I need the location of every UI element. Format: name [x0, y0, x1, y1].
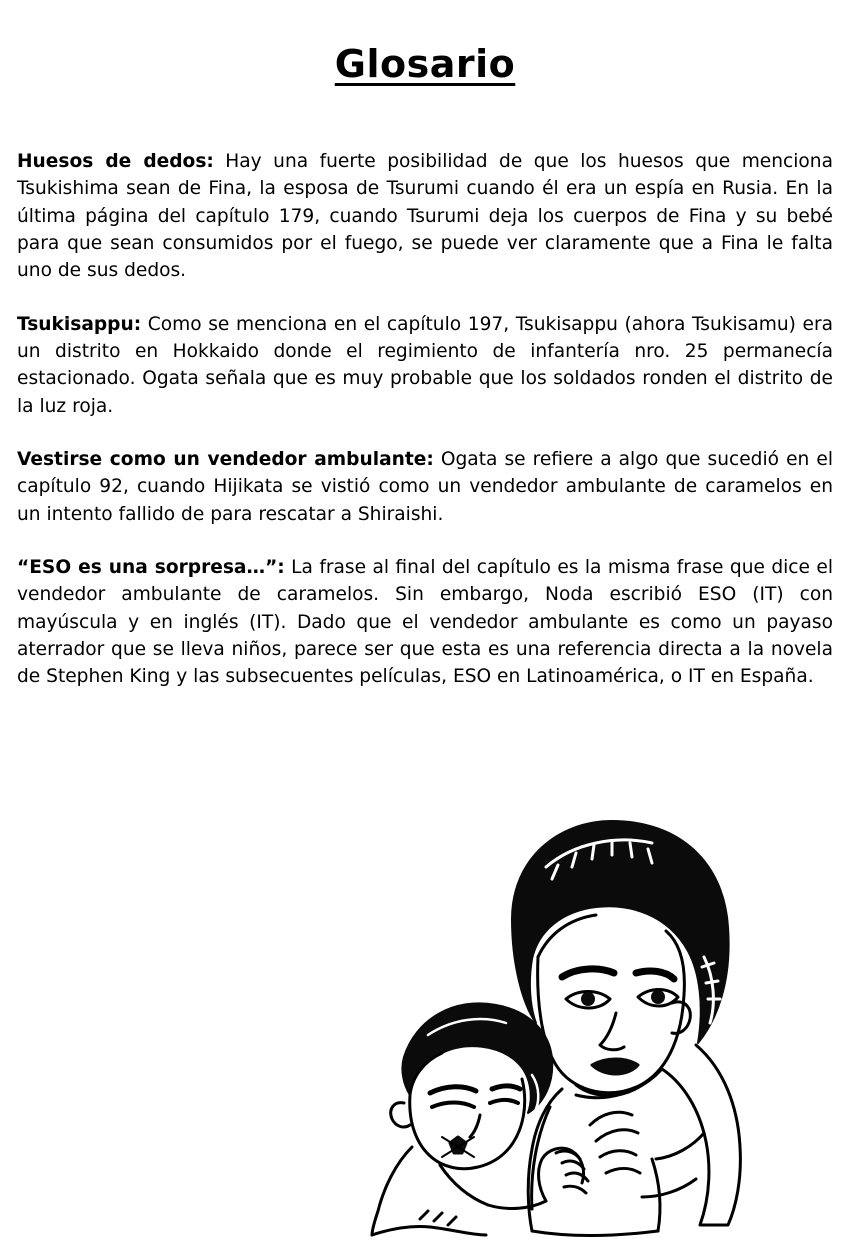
manga-illustration-two-characters: [300, 807, 770, 1237]
glossary-definition: Hay una fuerte posibilidad de que los huesos que menciona Tsukishima sean de Fina, la esposa de Tsurumi cuando él era un espía en Rusia. En la última página del capítulo 179, cuando Tsurumi deja los cuerpos de Fina y su bebé para que sean consumidos por el fuego, se puede ver claramente que a Fina le falta uno de sus dedos.: [17, 151, 833, 282]
glossary-entries: [14, 148, 836, 691]
glossary-term: Tsukisappu:: [17, 313, 142, 335]
glossary-definition: Como se menciona en el capítulo 197, Tsukisappu (ahora Tsukisamu) era un distrito en Hokkaido donde el regimiento de infantería nro. 25 permanecía estacionado. Ogata señala que es muy probable que los soldados ronden el distrito de la luz roja.: [17, 313, 833, 417]
glossary-entry: [17, 446, 833, 528]
glossary-definition: La frase al final del capítulo es la misma frase que dice el vendedor ambulante de caramelos. Sin embargo, Noda escribió ESO (IT) con mayúscula y en inglés (IT). Dado que el vendedor ambulante es como un payaso aterrador que se lleva niños, parece ser que esta es una referencia directa a la novela de Stephen King y las subsecuentes películas, ESO en Latinoamérica, o IT en España.: [17, 556, 833, 688]
glossary-entry: [17, 311, 833, 420]
glossary-entry: [17, 554, 833, 691]
glossary-term: Huesos de dedos:: [17, 151, 214, 172]
glossary-definition: Ogata se refiere a algo que sucedió en el capítulo 92, cuando Hijikata se vistió como un vendedor ambulante de caramelos en un intento fallido de para rescatar a Shiraishi.: [17, 448, 833, 525]
glossary-entry: [17, 148, 833, 285]
document-page: [0, 42, 850, 1249]
page-title: Glosario: [334, 42, 516, 86]
glossary-term: Vestirse como un vendedor ambulante:: [17, 448, 434, 470]
glossary-term: “ESO es una sorpresa…”:: [17, 556, 285, 578]
